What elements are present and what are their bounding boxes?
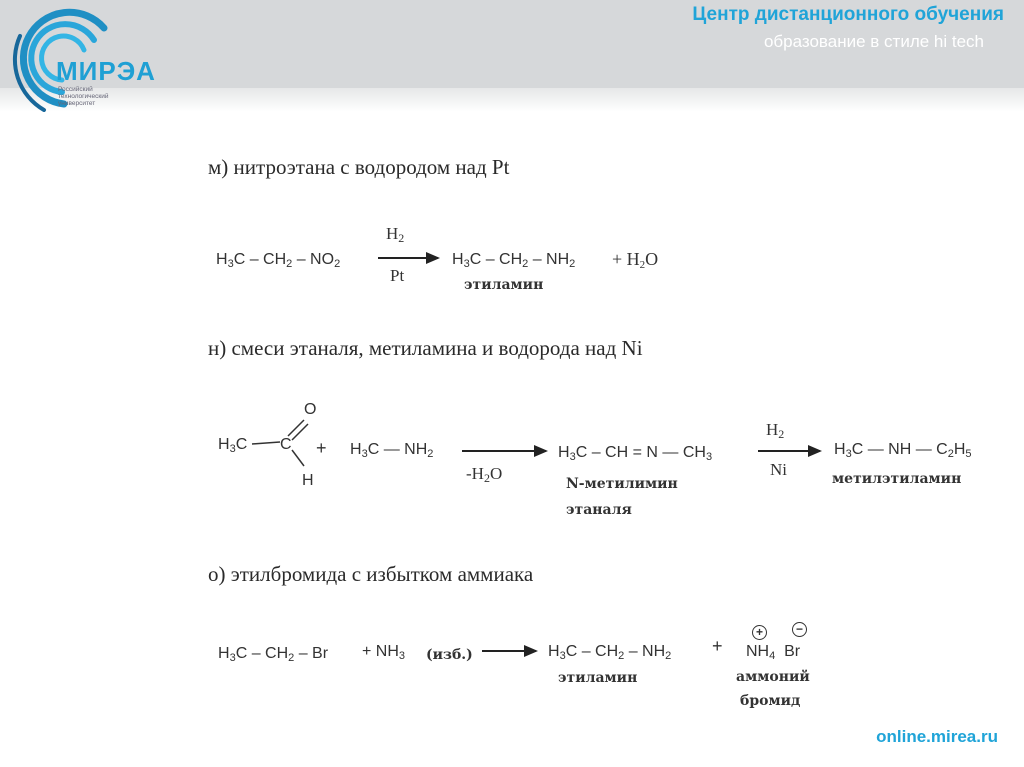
reaction-o-excess-label: (изб.) (426, 647, 473, 663)
plus-charge-icon: + (752, 625, 767, 640)
reaction-o-ammonia: + $NH_3$ (362, 643, 406, 662)
reaction-o-product-name: этиламин (558, 670, 638, 686)
reaction-o-heading: о) этилбромида с избытком аммиака (208, 562, 534, 586)
reaction-n-plus: + (316, 438, 327, 458)
reaction-m-reactant: $H_3C - CH_2 - NO_2$ (216, 251, 341, 270)
minus-charge-icon: − (792, 622, 807, 637)
reaction-o-arrow (482, 650, 536, 652)
reaction-n-intermediate-name-2: этаналя (566, 502, 632, 518)
header-subtitle: образование в стиле hi tech (763, 32, 984, 51)
reaction-m-heading: м) нитроэтана с водородом над Pt (208, 155, 510, 179)
mirea-logo (4, 6, 174, 112)
reaction-o-salt-name-1: аммоний (736, 669, 810, 685)
reaction-m-arrow (378, 257, 438, 259)
reaction-n-methylamine: $H_3C$ — $NH_2$ (350, 441, 434, 460)
reaction-n-hydrogen: H (302, 472, 314, 489)
reaction-n-arrow-1-label: $-H_2O$ (466, 464, 503, 485)
reaction-n-intermediate-name-1: N-метилимин (566, 476, 678, 492)
reaction-n-arrow-2-bottom: Ni (770, 460, 787, 479)
reaction-o-plus: + (712, 636, 723, 656)
reaction-n-intermediate: $H_3C$ – CH = N — $CH_3$ (558, 444, 713, 463)
header-title: Центр дистанционного обучения (692, 4, 1004, 25)
reaction-m-product: $H_3C - CH_2 - NH_2$ (452, 251, 576, 270)
reaction-n-carbon: C (280, 436, 292, 453)
reaction-o-reactant: $H_3C - CH_2$ – Br (218, 645, 329, 664)
reaction-n-ethanal-left: $H_3C$ (218, 436, 248, 455)
reaction-m-product-name: этиламин (464, 277, 544, 293)
reaction-o-product: $H_3C - CH_2 - NH_2$ (548, 643, 672, 662)
logo-brand-text: МИРЭА (56, 56, 156, 86)
reaction-n-oxygen: O (304, 401, 317, 418)
reaction-n-arrow-1 (462, 450, 546, 452)
reaction-n-arrow-2 (758, 450, 820, 452)
reaction-o-salt-name-2: бромид (740, 693, 801, 709)
footer-url[interactable]: online.mirea.ru (876, 727, 998, 746)
reaction-m-reagent-top: $H_2$ (386, 224, 405, 245)
reaction-m-reagent-bottom: Pt (390, 266, 405, 285)
reaction-o-salt: $NH_4$ Br (746, 643, 801, 662)
reaction-n-arrow-2-top: $H_2$ (766, 420, 785, 441)
reaction-m-water: + $H_2O$ (612, 249, 659, 271)
reaction-n-heading: н) смеси этаналя, метиламина и водорода над Ni (208, 336, 643, 360)
logo-subtext: Российский технологический университет (58, 86, 109, 107)
reaction-n-product: $H_3C$ — NH — $C_2H_5$ (834, 441, 972, 460)
reaction-n-product-name: метилэтиламин (832, 471, 962, 487)
